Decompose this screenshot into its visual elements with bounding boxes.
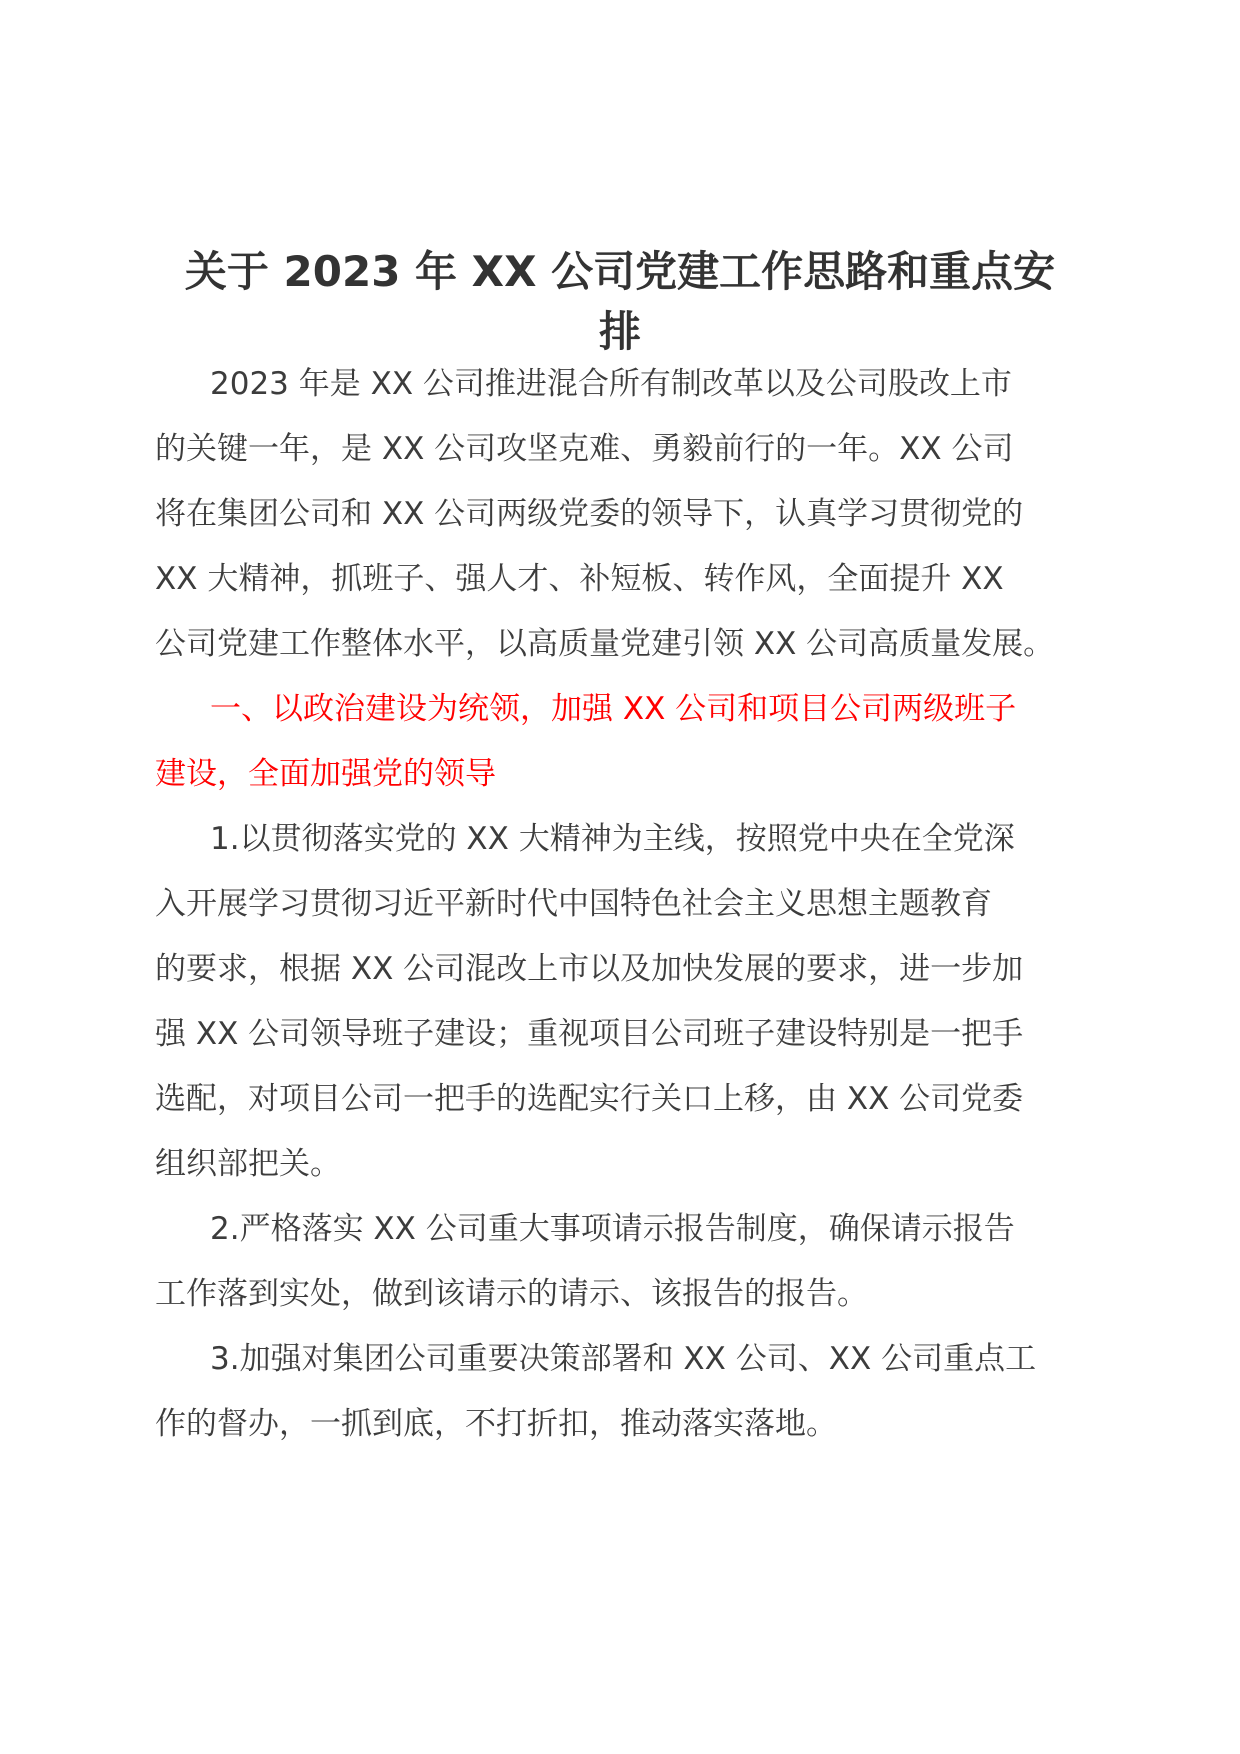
intro-line-2: 的关键一年，是 XX 公司攻坚克难、勇毅前行的一年。XX 公司 [155,431,1014,467]
item-2-line-1: 2.严格落实 XX 公司重大事项请示报告制度，确保请示报告 [210,1211,1015,1247]
item-1-line-3: 的要求，根据 XX 公司混改上市以及加快发展的要求，进一步加 [155,951,1024,987]
intro-line-1: 2023 年是 XX 公司推进混合所有制改革以及公司股改上市 [210,366,1012,402]
item-3-line-1: 3.加强对集团公司重要决策部署和 XX 公司、XX 公司重点工 [210,1341,1037,1377]
intro-paragraph [155,352,1085,677]
item-1-line-4: 强 XX 公司领导班子建设；重视项目公司班子建设特别是一把手 [155,1016,1024,1052]
section-1-heading [155,677,1085,807]
intro-line-5: 公司党建工作整体水平，以高质量党建引领 XX 公司高质量发展。 [155,626,1055,662]
item-1-line-1: 1.以贯彻落实党的 XX 大精神为主线，按照党中央在全党深 [210,821,1015,857]
item-2-line-2: 工作落到实处，做到该请示的请示、该报告的报告。 [155,1276,868,1312]
document-title [150,242,1090,362]
item-2-paragraph [155,1197,1085,1327]
item-1-paragraph [155,807,1085,1197]
item-1-line-5: 选配，对项目公司一把手的选配实行关口上移，由 XX 公司党委 [155,1081,1024,1117]
section-1-heading-line-1: 一、以政治建设为统领，加强 XX 公司和项目公司两级班子 [210,691,1017,727]
title-line-1: 关于 2023 年 XX 公司党建工作思路和重点安 [184,247,1056,296]
item-1-line-6: 组织部把关。 [155,1146,341,1182]
intro-line-4: XX 大精神，抓班子、强人才、补短板、转作风，全面提升 XX [155,561,1004,597]
section-1-heading-line-2: 建设，全面加强党的领导 [155,756,496,792]
item-3-paragraph [155,1327,1085,1457]
intro-line-3: 将在集团公司和 XX 公司两级党委的领导下，认真学习贯彻党的 [155,496,1024,532]
item-1-line-2: 入开展学习贯彻习近平新时代中国特色社会主义思想主题教育 [155,886,992,922]
title-line-2: 排 [598,307,641,356]
item-3-line-2: 作的督办，一抓到底，不打折扣，推动落实落地。 [155,1406,837,1442]
